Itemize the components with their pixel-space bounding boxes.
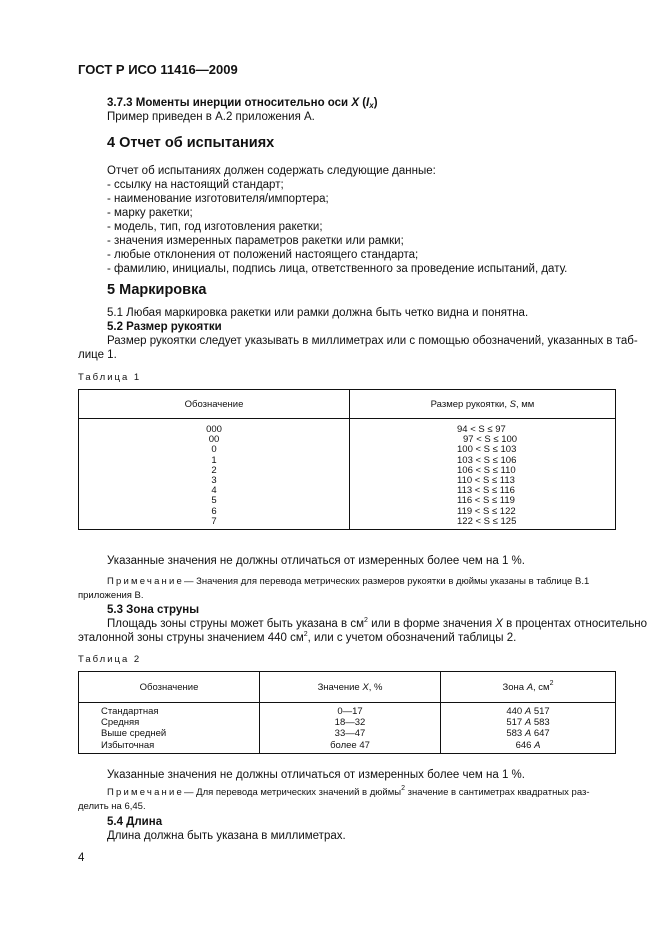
section-5-title: 5 Маркировка (107, 282, 207, 298)
table-cell: 517 A 583 (441, 717, 616, 728)
table-cell: 100 < S ≤ 103 (350, 445, 616, 455)
table-cell: 122 < S ≤ 125 (350, 517, 616, 530)
section-5-1-text: 5.1 Любая маркировка ракетки или рамки должна быть четко видна и понятна. (107, 307, 529, 319)
section-5-4-title: 5.4 Длина (107, 816, 163, 828)
section-5-3-text-line2: эталонной зоны струны значением 440 $см^2$, или с учетом обозначений таблицы 2. (78, 631, 517, 644)
section-5-4-text: Длина должна быть указана в миллиметрах. (107, 830, 346, 842)
table-cell: более 47 (260, 740, 441, 754)
table-row: 7 (79, 517, 350, 530)
table-cell: 18—32 (260, 717, 441, 728)
table-cell: 33—47 (260, 728, 441, 739)
table-row: 2 (79, 466, 350, 476)
list-item: - модель, тип, год изготовления ракетки; (107, 221, 323, 233)
table-cell: 94 < S ≤ 97 (350, 419, 616, 436)
report-items-list (107, 178, 567, 276)
table-cell: 116 < S ≤ 119 (350, 496, 616, 506)
list-item: - любые отклонения от положений настоящего стандарта; (107, 249, 419, 261)
table-cell: 119 < S ≤ 122 (350, 507, 616, 517)
table-cell: 103 < S ≤ 106 (350, 456, 616, 466)
table-row: Стандартная (79, 703, 260, 718)
section-4-intro: Отчет об испытаниях должен содержать следующие данные: (107, 165, 436, 177)
table-cell: 97 < S ≤ 100 (350, 435, 616, 445)
list-item: - марку ракетки; (107, 207, 193, 219)
table-cell: 583 A 647 (441, 728, 616, 739)
table-2 (78, 671, 616, 754)
table-cell: 113 < S ≤ 116 (350, 486, 616, 496)
table-row: 3 (79, 476, 350, 486)
table-cell: 110 < S ≤ 113 (350, 476, 616, 486)
table-row: 000 (79, 419, 350, 436)
table-2-note-line2: делить на 6,45. (78, 801, 146, 812)
page-number: 4 (78, 852, 85, 864)
table-2-note-line1: Примечание— Для перевода метрических значений в дюймы$^2$ значение в сантиметрах квадратных раз- (107, 785, 590, 798)
table-1-note-line1: Примечание— Значения для перевода метрических размеров рукоятки в дюймы указаны в таблице В.1 (107, 576, 590, 587)
table-1 (78, 389, 616, 530)
section-3-7-3-text: Пример приведен в А.2 приложения А. (107, 111, 315, 123)
section-5-2-text-line2: лице 1. (78, 349, 117, 361)
section-5-3-text-line1: Площадь зоны струны может быть указана в $см^2$ или в форме значения X в процентах относительно (107, 617, 648, 630)
section-3-7-3-title: 3.7.3 Моменты инерции относительно оси X $(I_x)$ (107, 97, 378, 110)
table-row: Средняя (79, 717, 260, 728)
table-1-header-size: Размер рукоятки, S, мм (350, 390, 616, 419)
table-row: 6 (79, 507, 350, 517)
table-cell: 0—17 (260, 703, 441, 718)
list-item: - ссылку на настоящий стандарт; (107, 179, 284, 191)
table-cell: 440 A 517 (441, 703, 616, 718)
standard-header: ГОСТ Р ИСО 11416—2009 (78, 62, 238, 77)
table-row: Выше средней (79, 728, 260, 739)
table-cell: 106 < S ≤ 110 (350, 466, 616, 476)
section-4-title: 4 Отчет об испытаниях (107, 135, 275, 151)
table-row: 1 (79, 456, 350, 466)
table-2-header-designation: Обозначение (79, 672, 260, 703)
table-row: 5 (79, 496, 350, 506)
table-1-header-designation: Обозначение (79, 390, 350, 419)
section-5-2-text-line1: Размер рукоятки следует указывать в миллиметрах или с помощью обозначений, указанных в таб- (107, 335, 638, 347)
list-item: - значения измеренных параметров ракетки или рамки; (107, 235, 404, 247)
table-row: 4 (79, 486, 350, 496)
after-table-2-text: Указанные значения не должны отличаться от измеренных более чем на 1 %. (107, 769, 525, 781)
table-1-caption: Таблица 1 (78, 372, 142, 383)
table-2-header-x: Значение X, % (260, 672, 441, 703)
table-1-note-line2: приложения В. (78, 590, 144, 601)
table-row: 00 (79, 435, 350, 445)
table-row: Избыточная (79, 740, 260, 754)
table-cell: 646 A (441, 740, 616, 754)
list-item: - фамилию, инициалы, подпись лица, ответственного за проведение испытаний, дату. (107, 263, 568, 275)
list-item: - наименование изготовителя/импортера; (107, 193, 329, 205)
after-table-1-text: Указанные значения не должны отличаться от измеренных более чем на 1 %. (107, 555, 525, 567)
table-2-caption: Таблица 2 (78, 654, 142, 665)
table-row: 0 (79, 445, 350, 455)
section-5-2-title: 5.2 Размер рукоятки (107, 321, 222, 333)
table-2-header-area: Зона A, $см^2$ (441, 672, 616, 703)
section-5-3-title: 5.3 Зона струны (107, 604, 200, 616)
